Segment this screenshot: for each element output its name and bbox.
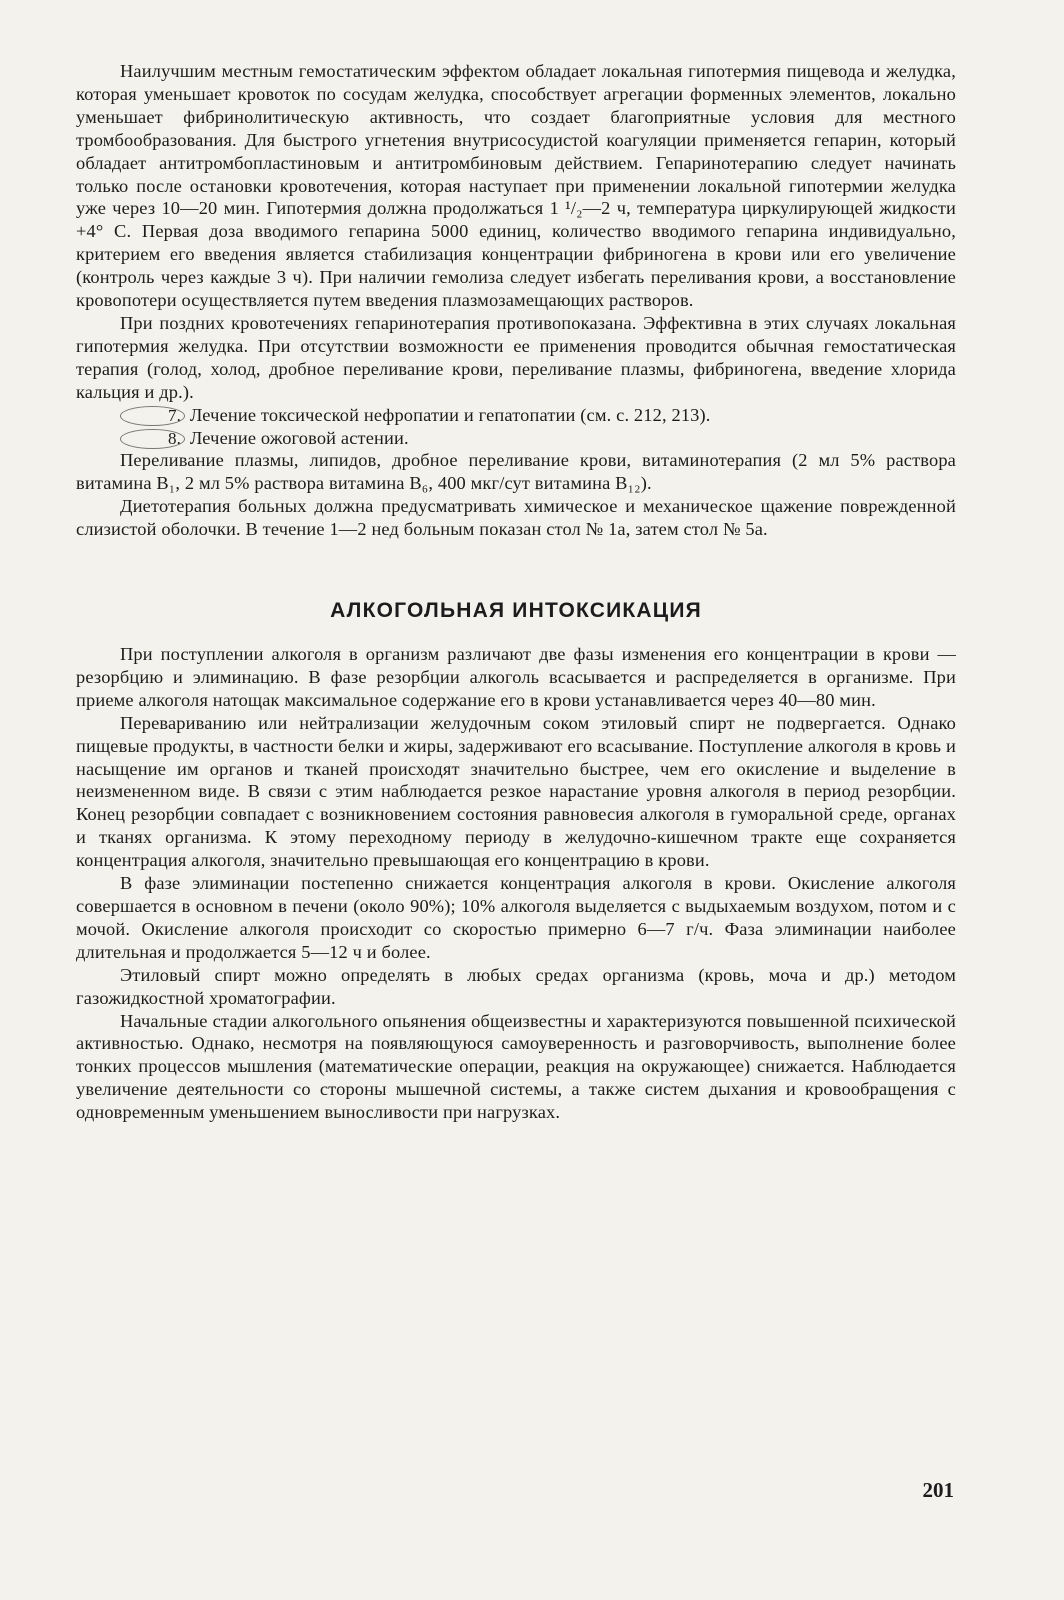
list-number: 8. xyxy=(120,429,185,449)
paragraph: При поступлении алкоголя в организм различают две фазы изменения его концентрации в крови — резорбцию и элиминацию. В фазе резорбции алкоголь всасывается и распределяется в организме. При приеме алкоголя натощак максимальное содержание его в крови устанавливается через 40—80 мин. xyxy=(76,644,956,710)
paragraph: Начальные стадии алкогольного опьянения общеизвестны и характеризуются повышенной психической активностью. Однако, несмотря на появляющуюся самоуверенность и разговорчивость, выполнение более тонких процессов мышления (математические операции, реакция на окружающее) снижается. Наблюдается увеличение деятельности со стороны мышечной системы, а также систем дыхания и кровообращения с одновременным уменьшением выносливости при нагрузках. xyxy=(76,1010,956,1123)
list-item-text: Лечение токсической нефропатии и гепатопатии (см. с. 212, 213). xyxy=(189,404,711,425)
paragraph: Перевариванию или нейтрализации желудочным соком этиловый спирт не подвергается. Однако пищевые продукты, в частности белки и жиры, задерживают его всасывание. Поступление алкоголя в кровь и насыщение им органов и тканей происходят значительно быстрее, чем его окисление и выделение в неизмененном виде. В связи с этим наблюдается резкое нарастание уровня алкоголя в период резорбции. Конец резорбции совпадает с возникновением состояния равновесия алкоголя в гуморальной среде, органах и тканях организма. К этому переходному периоду в желудочно-кишечном тракте еще сохраняется концентрация алкоголя, значительно превышающая его концентрацию в крови. xyxy=(76,712,956,871)
section-heading: АЛКОГОЛЬНАЯ ИНТОКСИКАЦИЯ xyxy=(330,599,702,623)
paragraph: При поздних кровотечениях гепаринотерапия противопоказана. Эффективна в этих случаях локальная гипотермия желудка. При отсутствии возможности ее применения проводится обычная гемостатическая терапия (голод, холод, дробное переливание крови, переливание плазмы, фибриногена, введение хлорида кальция и др.). xyxy=(76,312,956,402)
paragraph: В фазе элиминации постепенно снижается концентрация алкоголя в крови. Окисление алкоголя совершается в основном в печени (около 90%); 10% алкоголя выделяется с выдыхаемым воздухом, потом и с мочой. Окисление алкоголя происходит со скоростью примерно 6—7 г/ч. Фаза элиминации наиболее длительная и продолжается 5—12 ч и более. xyxy=(76,873,956,962)
paragraph: Этиловый спирт можно определять в любых средах организма (кровь, моча и др.) методом газожидкостной хроматографии. xyxy=(76,964,956,1008)
paragraph: Наилучшим местным гемостатическим эффектом обладает локальная гипотермия пищевода и желудка, которая уменьшает кровоток по сосудам желудка, способствует агрегации форменных элементов, локально уменьшает фибринолитическую активность, что создает благоприятные условия для местного тромбообразования. Для быстрого угнетения внутрисосудистой коагуляции применяется гепарин, который обладает антитромбопластиновым и антитромбиновым действием. Гепаринотерапию следует начинать только после остановки кровотечения, которая наступает при применении локальной гипотермии желудка уже через 10—20 мин. Гипотермия должна продолжаться 1 ¹/₂—2 ч, температура циркулирующей жидкости +4° С. Первая доза вводимого гепарина 5000 единиц, количество вводимого гепарина индивидуально, критерием его введения является стабилизация концентрации фибриногена в крови или его увеличение (контроль через каждые 3 ч). При наличии гемолиза следует избегать переливания крови, а восстановление кровопотери осуществляется путем введения плазмозамещающих растворов. xyxy=(76,61,956,311)
page-number: 201 xyxy=(922,1478,954,1502)
section-gap xyxy=(76,541,956,599)
paragraph: Диетотерапия больных должна предусматривать химическое и механическое щажение поврежденной слизистой оболочки. В течение 1—2 нед больным показан стол № 1а, затем стол № 5а. xyxy=(76,496,956,540)
list-number: 7. xyxy=(120,406,185,426)
list-item-text: Лечение ожоговой астении. xyxy=(189,427,409,448)
document-page xyxy=(76,60,956,1124)
paragraph: Переливание плазмы, липидов, дробное переливание крови, витаминотерапия (2 мл 5% раствора витамина B₁, 2 мл 5% раствора витамина B₆, 400 мкг/сут витамина B₁₂). xyxy=(76,450,956,494)
list-item-8 xyxy=(76,427,956,450)
list-item-7 xyxy=(76,404,956,427)
